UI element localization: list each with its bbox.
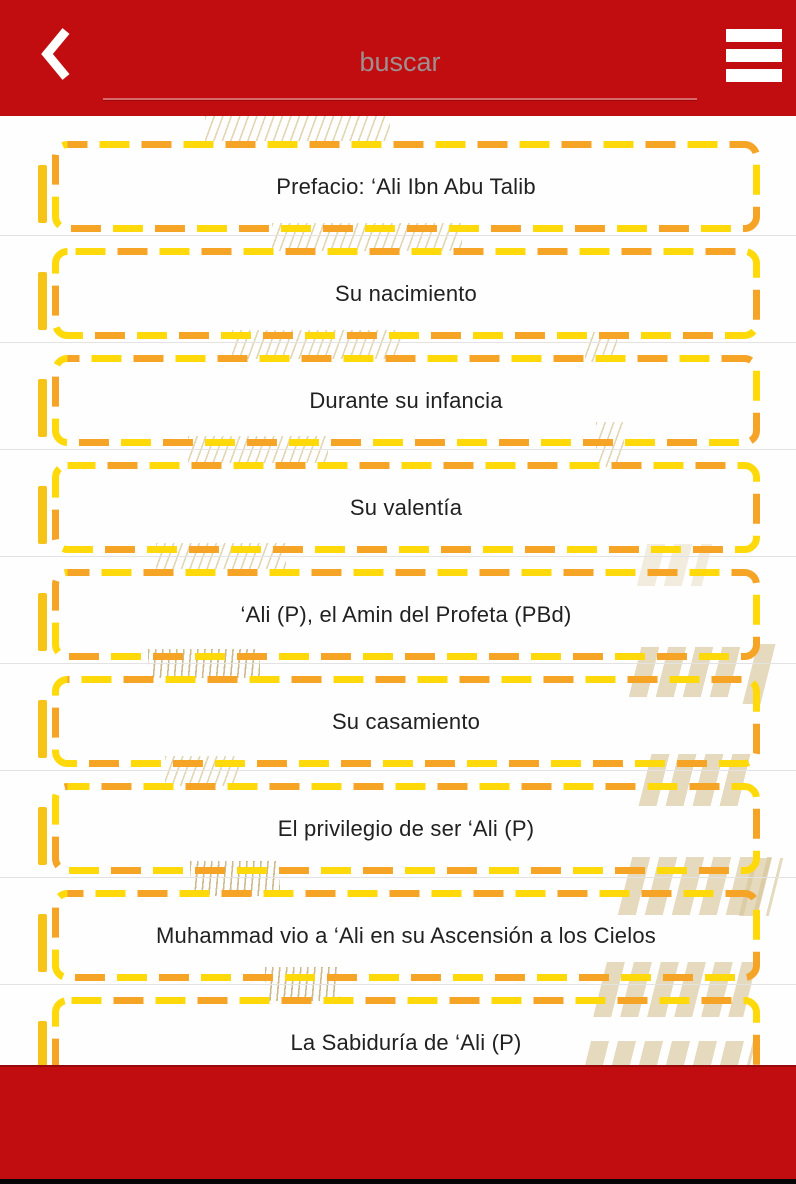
list-item[interactable] <box>38 569 760 660</box>
item-left-accent <box>38 914 47 972</box>
list-item[interactable] <box>38 141 760 232</box>
item-title: Su nacimiento <box>334 280 477 306</box>
item-left-accent <box>38 272 47 330</box>
bottom-edge-bar <box>0 1179 796 1184</box>
item-title: Prefacio: ‘Ali Ibn Abu Talib <box>276 173 536 199</box>
list-item[interactable] <box>38 676 760 767</box>
item-left-accent <box>38 700 47 758</box>
item-title: El privilegio de ser ‘Ali (P) <box>277 815 535 841</box>
menu-button[interactable] <box>724 24 784 86</box>
list-separator <box>0 342 796 343</box>
item-left-accent <box>38 807 47 865</box>
item-title: Durante su infancia <box>309 387 503 413</box>
list-separator <box>0 984 796 985</box>
item-title: ‘Ali (P), el Amin del Profeta (PBd) <box>240 601 572 627</box>
list-item[interactable] <box>38 997 760 1065</box>
list-separator <box>0 556 796 557</box>
list-separator <box>0 770 796 771</box>
item-title: Su valentía <box>349 494 463 520</box>
list-item[interactable] <box>38 783 760 874</box>
app-footer <box>0 1065 796 1184</box>
list-separator <box>0 877 796 878</box>
list-separator <box>0 663 796 664</box>
list-item[interactable] <box>38 355 760 446</box>
list-item[interactable] <box>38 890 760 981</box>
hamburger-icon <box>724 29 784 82</box>
list-item[interactable] <box>38 462 760 553</box>
item-title: Su casamiento <box>331 708 481 734</box>
back-button[interactable] <box>30 22 82 86</box>
search-input[interactable] <box>103 26 697 100</box>
list-item[interactable] <box>38 248 760 339</box>
item-title: La Sabiduría de ‘Ali (P) <box>290 1029 522 1055</box>
item-left-accent <box>38 1021 47 1065</box>
list-separator <box>0 449 796 450</box>
item-title: Muhammad vio a ‘Ali en su Ascensión a los Cielos <box>156 922 656 948</box>
item-left-accent <box>38 165 47 223</box>
item-left-accent <box>38 379 47 437</box>
app-header <box>0 0 796 116</box>
item-left-accent <box>38 593 47 651</box>
chapter-list <box>0 116 796 1065</box>
list-separator <box>0 235 796 236</box>
chevron-left-icon <box>30 26 82 82</box>
chapter-list-items <box>0 116 796 1065</box>
item-left-accent <box>38 486 47 544</box>
